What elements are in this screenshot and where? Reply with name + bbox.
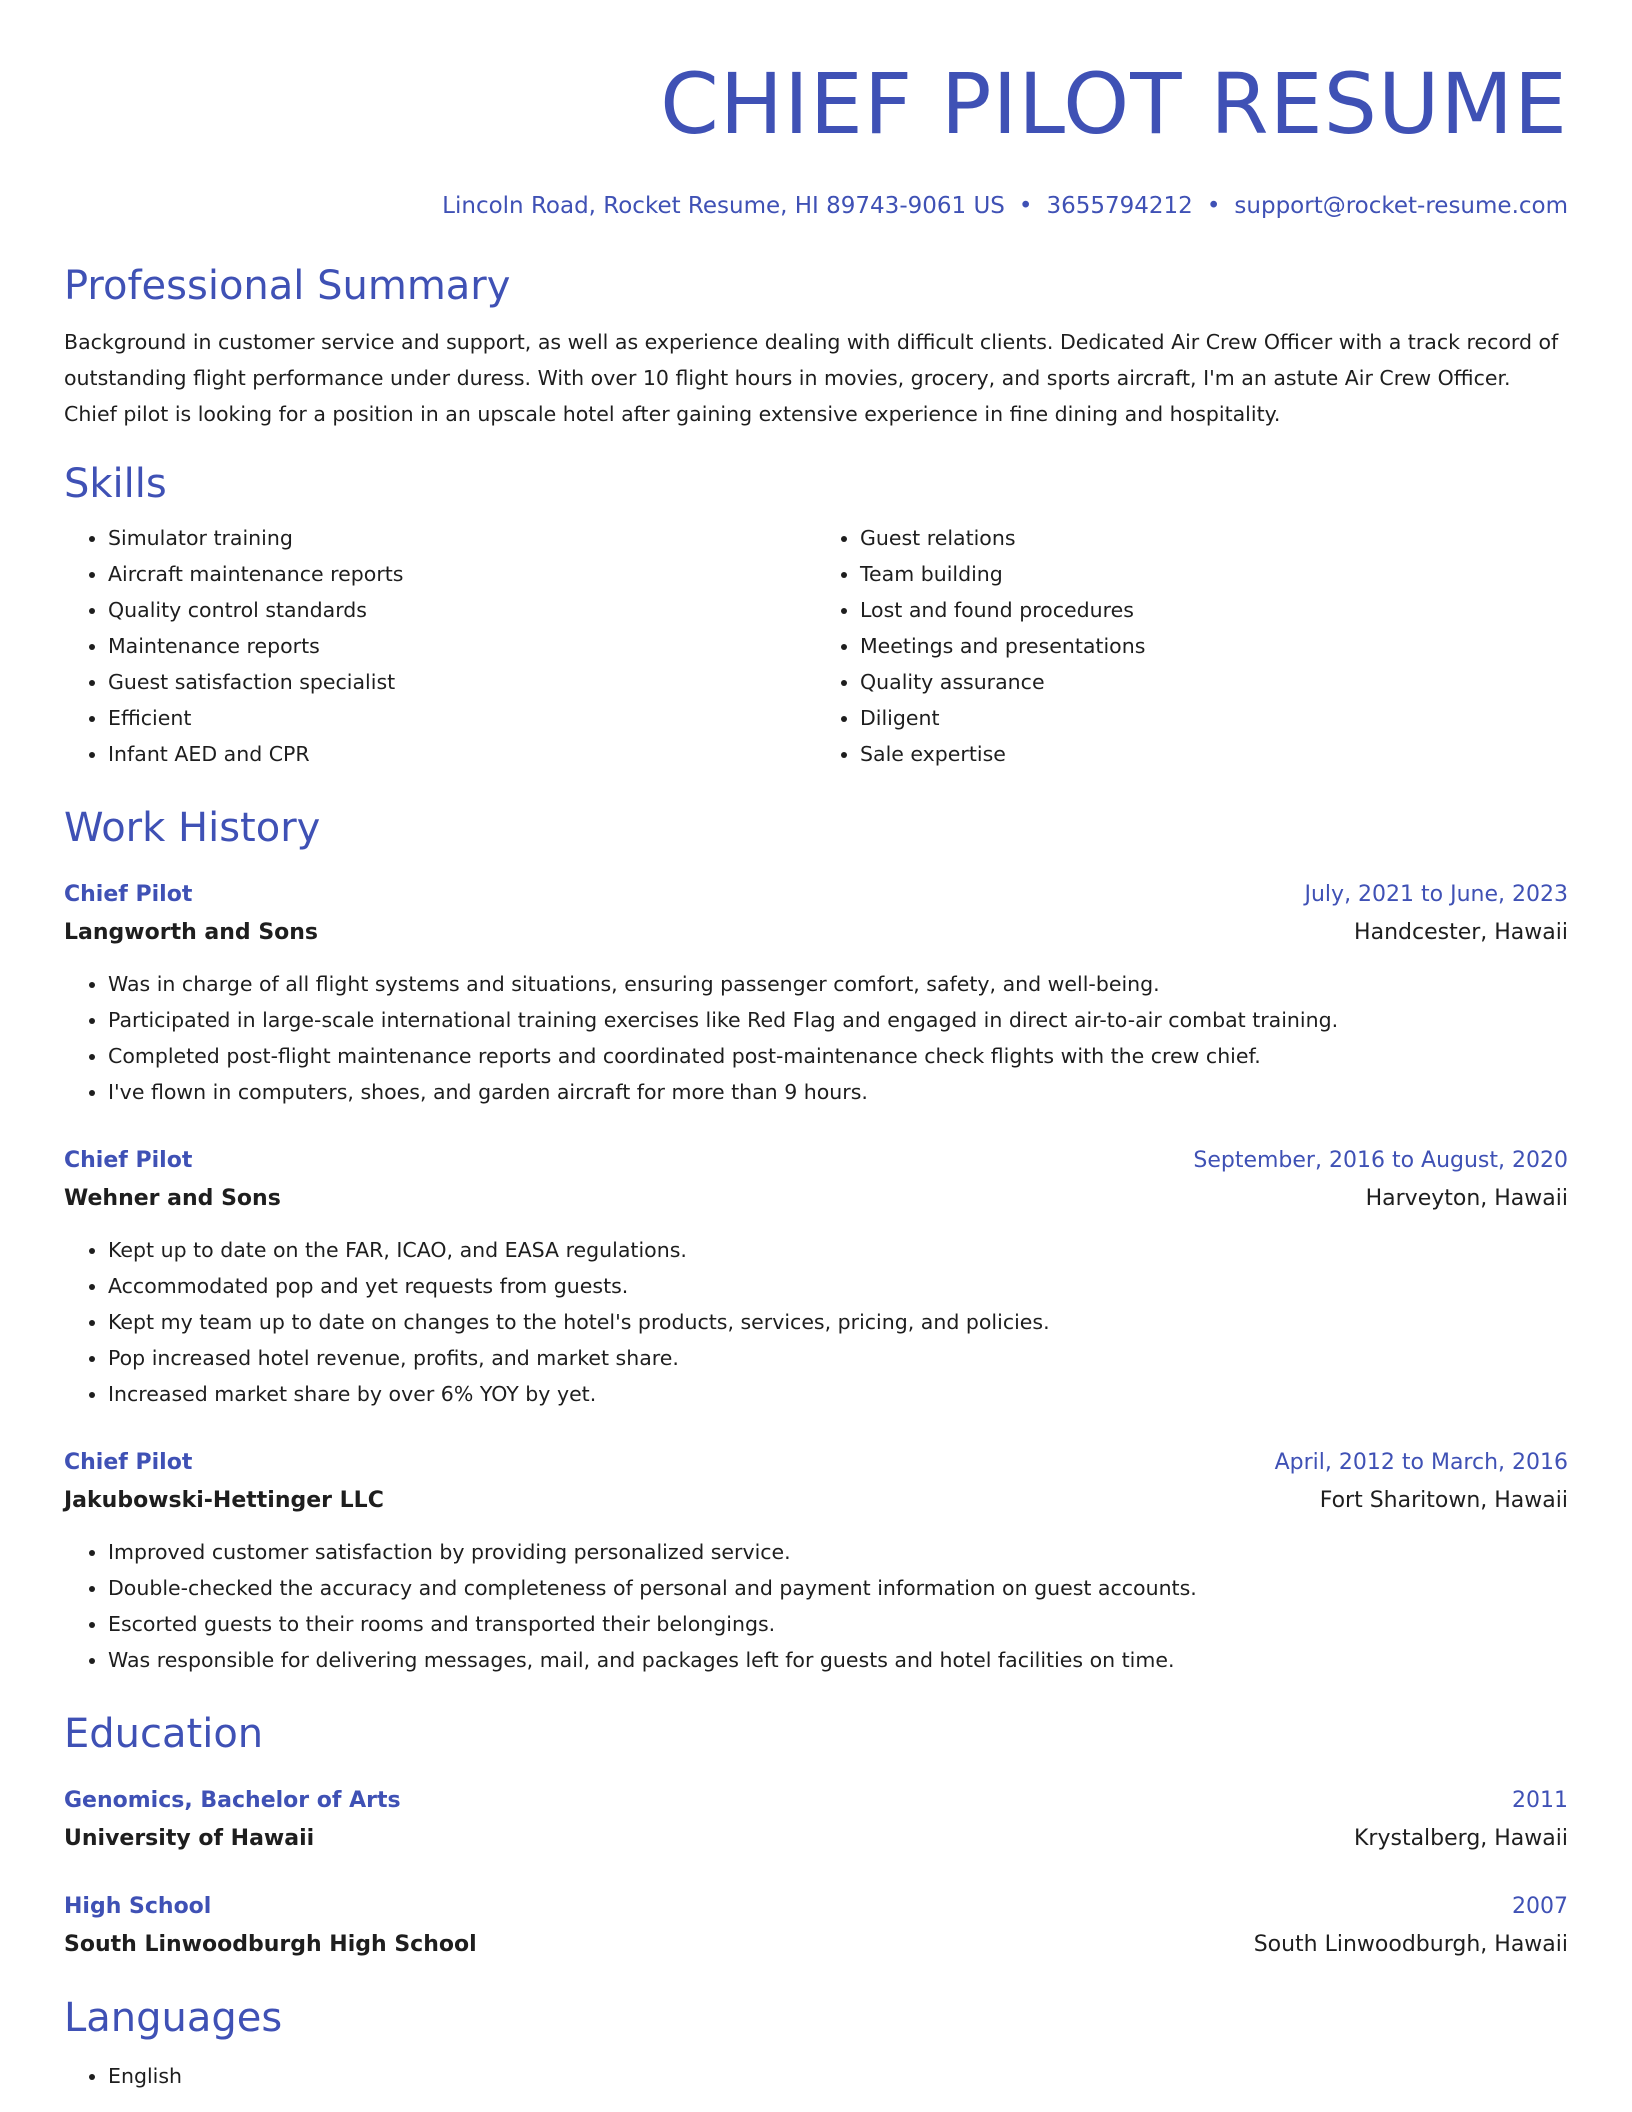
job-bullet: • Improved customer satisfaction by providing personalized service. bbox=[108, 1534, 1568, 1570]
job-location: Fort Sharitown, Hawaii bbox=[1319, 1488, 1568, 1513]
contact-line bbox=[64, 188, 1568, 224]
job-company-row bbox=[64, 914, 1568, 952]
education-degree: High School bbox=[64, 1894, 212, 1919]
job-header-row bbox=[64, 1142, 1568, 1180]
job-header-row bbox=[64, 876, 1568, 914]
job-bullet: • Kept up to date on the FAR, ICAO, and EASA regulations. bbox=[108, 1232, 1568, 1268]
job-bullet: • Was in charge of all flight systems and situations, ensuring passenger comfort, safety, and well-being. bbox=[108, 966, 1568, 1002]
job-role: Chief Pilot bbox=[64, 1450, 193, 1475]
skill-item: • Aircraft maintenance reports bbox=[108, 556, 816, 592]
job-bullet: • Completed post-flight maintenance reports and coordinated post-maintenance check flights with the crew chief. bbox=[108, 1038, 1568, 1074]
education-school: University of Hawaii bbox=[64, 1826, 315, 1851]
skills-list-right bbox=[816, 520, 1568, 772]
skill-item: • Guest satisfaction specialist bbox=[108, 664, 816, 700]
job-location: Handcester, Hawaii bbox=[1354, 920, 1568, 945]
contact-email[interactable]: support@rocket-resume.com bbox=[1234, 193, 1568, 219]
education-school-row bbox=[64, 1820, 1568, 1858]
languages-list bbox=[64, 2058, 1568, 2094]
job-company: Jakubowski-Hettinger LLC bbox=[64, 1488, 384, 1513]
job-bullet: • Escorted guests to their rooms and transported their belongings. bbox=[108, 1606, 1568, 1642]
job-company-row bbox=[64, 1180, 1568, 1218]
skills-grid bbox=[64, 520, 1568, 772]
skills-list-left bbox=[64, 520, 816, 772]
education-school: South Linwoodburgh High School bbox=[64, 1932, 477, 1957]
job-entry bbox=[64, 876, 1568, 1110]
contact-address: Lincoln Road, Rocket Resume, HI 89743-9061 US bbox=[442, 193, 1005, 219]
job-bullets bbox=[64, 1534, 1568, 1678]
job-role: Chief Pilot bbox=[64, 1148, 193, 1173]
job-bullet: • Pop increased hotel revenue, profits, and market share. bbox=[108, 1340, 1568, 1376]
job-bullets bbox=[64, 1232, 1568, 1412]
skill-item: • Lost and found procedures bbox=[860, 592, 1568, 628]
job-company-row bbox=[64, 1482, 1568, 1520]
education-entry bbox=[64, 1888, 1568, 1964]
job-company: Wehner and Sons bbox=[64, 1186, 281, 1211]
education-year: 2011 bbox=[1512, 1788, 1568, 1813]
job-bullet: • Participated in large-scale international training exercises like Red Flag and engaged in direct air-to-air combat training. bbox=[108, 1002, 1568, 1038]
contact-phone: 3655794212 bbox=[1046, 193, 1193, 219]
job-bullet: • I've flown in computers, shoes, and garden aircraft for more than 9 hours. bbox=[108, 1074, 1568, 1110]
job-bullet: • Increased market share by over 6% YOY by yet. bbox=[108, 1376, 1568, 1412]
summary-heading: Professional Summary bbox=[64, 263, 511, 309]
education-school-row bbox=[64, 1926, 1568, 1964]
job-dates: September, 2016 to August, 2020 bbox=[1193, 1148, 1568, 1173]
skill-item: • Infant AED and CPR bbox=[108, 736, 816, 772]
skill-item: • Quality control standards bbox=[108, 592, 816, 628]
work-history-heading: Work History bbox=[64, 805, 321, 851]
contact-separator: • bbox=[1018, 193, 1033, 219]
skill-item: • Maintenance reports bbox=[108, 628, 816, 664]
skill-item: • Sale expertise bbox=[860, 736, 1568, 772]
job-bullets bbox=[64, 966, 1568, 1110]
language-item: • English bbox=[108, 2058, 1568, 2094]
contact-separator: • bbox=[1206, 193, 1221, 219]
education-entry bbox=[64, 1782, 1568, 1858]
job-company: Langworth and Sons bbox=[64, 920, 319, 945]
job-bullet: • Double-checked the accuracy and completeness of personal and payment information on guest accounts. bbox=[108, 1570, 1568, 1606]
education-year: 2007 bbox=[1512, 1894, 1568, 1919]
job-bullet: • Was responsible for delivering messages, mail, and packages left for guests and hotel facilities on time. bbox=[108, 1642, 1568, 1678]
education-location: Krystalberg, Hawaii bbox=[1353, 1826, 1568, 1851]
skill-item: • Guest relations bbox=[860, 520, 1568, 556]
skill-item: • Team building bbox=[860, 556, 1568, 592]
education-header-row bbox=[64, 1782, 1568, 1820]
skill-item: • Simulator training bbox=[108, 520, 816, 556]
job-header-row bbox=[64, 1444, 1568, 1482]
job-entry bbox=[64, 1142, 1568, 1412]
skills-heading: Skills bbox=[64, 461, 167, 507]
skill-item: • Efficient bbox=[108, 700, 816, 736]
education-location: South Linwoodburgh, Hawaii bbox=[1253, 1932, 1568, 1957]
job-bullet: • Accommodated pop and yet requests from guests. bbox=[108, 1268, 1568, 1304]
languages-heading: Languages bbox=[64, 1995, 283, 2041]
education-heading: Education bbox=[64, 1711, 264, 1757]
job-entry bbox=[64, 1444, 1568, 1678]
summary-text: Background in customer service and support, as well as experience dealing with difficult clients. Dedicated Air Crew Officer with a track record of outstanding flight performance under duress. With over 10 flight hours in movies, grocery, and sports aircraft, I'm an astute Air Crew Officer. Chief pilot is looking for a position in an upscale hotel after gaining extensive experience in fine dining and hospitality. bbox=[64, 330, 1559, 426]
education-degree: Genomics, Bachelor of Arts bbox=[64, 1788, 401, 1813]
job-location: Harveyton, Hawaii bbox=[1365, 1186, 1568, 1211]
job-dates: April, 2012 to March, 2016 bbox=[1274, 1450, 1568, 1475]
job-dates: July, 2021 to June, 2023 bbox=[1304, 882, 1568, 907]
job-role: Chief Pilot bbox=[64, 882, 193, 907]
job-bullet: • Kept my team up to date on changes to the hotel's products, services, pricing, and policies. bbox=[108, 1304, 1568, 1340]
skill-item: • Meetings and presentations bbox=[860, 628, 1568, 664]
education-header-row bbox=[64, 1888, 1568, 1926]
skill-item: • Diligent bbox=[860, 700, 1568, 736]
skill-item: • Quality assurance bbox=[860, 664, 1568, 700]
resume-title: CHIEF PILOT RESUME bbox=[660, 55, 1568, 153]
